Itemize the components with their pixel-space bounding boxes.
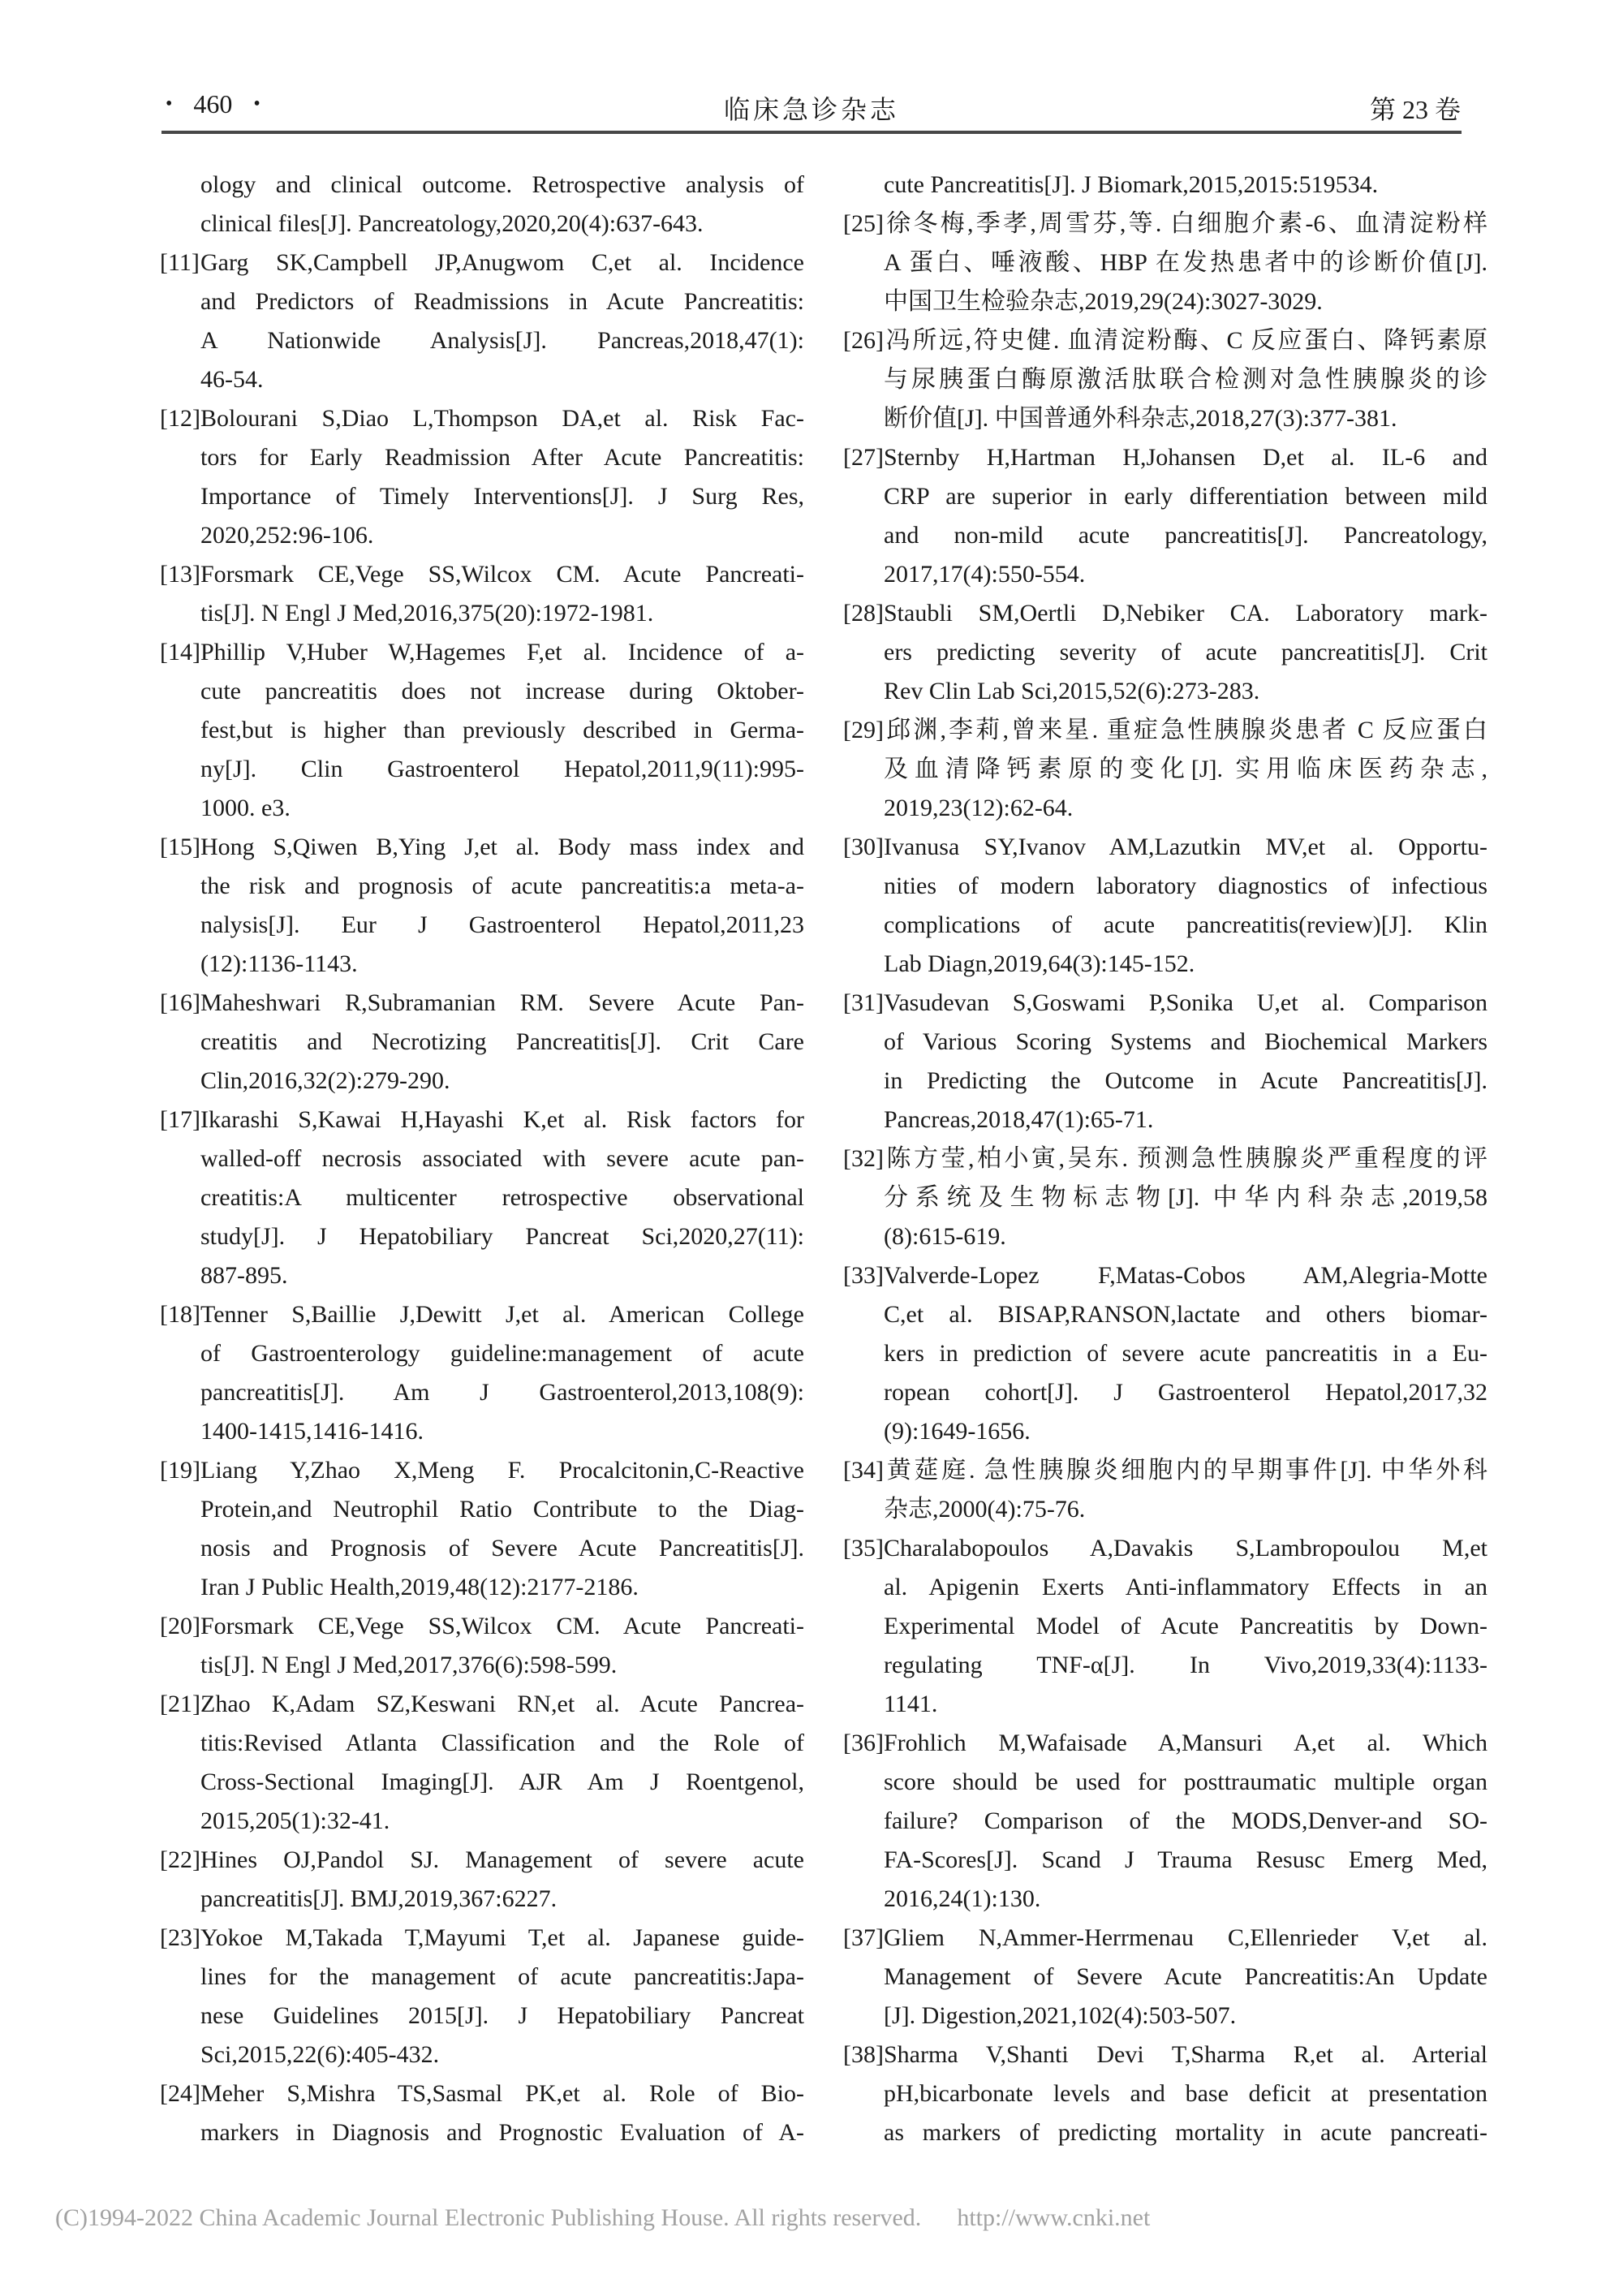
- reference-entry: [843, 1919, 1487, 2035]
- ref-line: [28]Staubli SM,Oertli D,Nebiker CA. Laboratory mark-: [843, 594, 1487, 633]
- ref-line: failure? Comparison of the MODS,Denver-and SO-: [884, 1807, 1487, 1834]
- ref-number: [22]: [160, 1846, 200, 1873]
- ref-line: [14]Phillip V,Huber W,Hagemes F,et al. Incidence of a-: [160, 633, 804, 672]
- ref-line: [J]. Digestion,2021,102(4):503-507.: [884, 2002, 1237, 2029]
- reference-entry: [160, 828, 804, 984]
- ref-number: [23]: [160, 1924, 200, 1951]
- ref-line: [24]Meher S,Mishra TS,Sasmal PK,et al. Role of Bio-: [160, 2074, 804, 2113]
- ref-line: 与尿胰蛋白酶原激活肽联合检测对急性胰腺炎的诊: [884, 366, 1487, 393]
- ref-line: and non-mild acute pancreatitis[J]. Pancreatology,: [884, 522, 1487, 549]
- reference-entry: [843, 438, 1487, 594]
- ref-number: [17]: [160, 1106, 200, 1133]
- ref-number: [21]: [160, 1691, 200, 1717]
- ref-line: 2017,17(4):550-554.: [884, 561, 1086, 588]
- ref-number: [26]: [843, 327, 884, 354]
- ref-line: A Nationwide Analysis[J]. Pancreas,2018,47(1):: [200, 327, 804, 354]
- reference-entry: [843, 1139, 1487, 1256]
- reference-entry: [160, 243, 804, 399]
- ref-number: [38]: [843, 2041, 884, 2068]
- reference-entry: [160, 399, 804, 555]
- ref-line: (9):1649-1656.: [884, 1418, 1031, 1445]
- reference-entry: [160, 166, 804, 243]
- ref-line: the risk and prognosis of acute pancreatitis:a meta-a-: [200, 872, 804, 899]
- ref-line: 887-895.: [200, 1262, 288, 1289]
- ref-line: [22]Hines OJ,Pandol SJ. Management of severe acute: [160, 1841, 804, 1880]
- ref-line: nities of modern laboratory diagnostics of infectious: [884, 872, 1487, 899]
- ref-line: 中国卫生检验杂志,2019,29(24):3027-3029.: [884, 288, 1323, 315]
- ref-line: [17]Ikarashi S,Kawai H,Hayashi K,et al. Risk factors for: [160, 1101, 804, 1139]
- ref-line: of Gastroenterology guideline:management of acute: [200, 1340, 804, 1367]
- ref-line: 1400-1415,1416-1416.: [200, 1418, 424, 1445]
- ref-line: (12):1136-1143.: [200, 950, 358, 977]
- ref-line: cute pancreatitis does not increase during Oktober-: [200, 678, 804, 704]
- ref-number: [18]: [160, 1301, 200, 1328]
- ref-line: 2019,23(12):62-64.: [884, 795, 1074, 821]
- ref-line: Clin,2016,32(2):279-290.: [200, 1067, 450, 1094]
- ref-line: C,et al. BISAP,RANSON,lactate and others biomar-: [884, 1301, 1487, 1328]
- ref-line: [18]Tenner S,Baillie J,Dewitt J,et al. American College: [160, 1295, 804, 1334]
- ref-line: markers in Diagnosis and Prognostic Evaluation of A-: [200, 2119, 804, 2146]
- ref-line: cute Pancreatitis[J]. J Biomark,2015,2015:519534.: [884, 171, 1379, 198]
- ref-line: creatitis and Necrotizing Pancreatitis[J]. Crit Care: [200, 1028, 804, 1055]
- ref-line: complications of acute pancreatitis(review)[J]. Klin: [884, 911, 1487, 938]
- ref-number: [37]: [843, 1924, 884, 1951]
- ref-line: and Predictors of Readmissions in Acute Pancreatitis:: [200, 288, 804, 315]
- volume-label: 第 23 卷: [1369, 95, 1461, 124]
- ref-line: [34]黄莚庭. 急性胰腺炎细胞内的早期事件[J]. 中华外科: [843, 1451, 1487, 1490]
- ref-line: Management of Severe Acute Pancreatitis:An Update: [884, 1963, 1487, 1990]
- ref-line: Rev Clin Lab Sci,2015,52(6):273-283.: [884, 678, 1260, 704]
- reference-entry: [843, 1529, 1487, 1724]
- references-column-left: [160, 166, 804, 2152]
- ref-line: clinical files[J]. Pancreatology,2020,20(4):637-643.: [200, 210, 704, 237]
- reference-entry: [160, 1451, 804, 1607]
- ref-line: [32]陈方莹,柏小寅,吴东. 预测急性胰腺炎严重程度的评: [843, 1139, 1487, 1178]
- ref-line: ology and clinical outcome. Retrospective analysis of: [200, 171, 804, 198]
- ref-number: [12]: [160, 405, 200, 432]
- ref-number: [30]: [843, 834, 884, 860]
- ref-number: [27]: [843, 444, 884, 471]
- ref-line: walled-off necrosis associated with severe acute pan-: [200, 1145, 804, 1172]
- ref-line: 1141.: [884, 1691, 938, 1717]
- ref-line: pH,bicarbonate levels and base deficit at presentation: [884, 2080, 1487, 2107]
- reference-entry: [160, 2074, 804, 2152]
- ref-line: pancreatitis[J]. Am J Gastroenterol,2013,108(9):: [200, 1379, 804, 1406]
- page-number-value: 460: [193, 89, 233, 118]
- ref-number: [15]: [160, 834, 200, 860]
- ref-line: creatitis:A multicenter retrospective observational: [200, 1184, 804, 1211]
- ref-line: Lab Diagn,2019,64(3):145-152.: [884, 950, 1195, 977]
- reference-entry: [160, 1295, 804, 1451]
- ref-line: 2016,24(1):130.: [884, 1885, 1041, 1912]
- ref-line: titis:Revised Atlanta Classification and the Role of: [200, 1730, 804, 1756]
- ref-line: [27]Sternby H,Hartman H,Johansen D,et al. IL-6 and: [843, 438, 1487, 477]
- ref-line: 46-54.: [200, 366, 264, 393]
- bullet-icon: •: [166, 93, 173, 114]
- ref-line: [20]Forsmark CE,Vege SS,Wilcox CM. Acute Pancreati-: [160, 1607, 804, 1646]
- ref-line: [31]Vasudevan S,Goswami P,Sonika U,et al. Comparison: [843, 984, 1487, 1023]
- ref-line: Importance of Timely Interventions[J]. J Surg Res,: [200, 483, 804, 510]
- reference-entry: [160, 1919, 804, 2074]
- reference-entry: [843, 984, 1487, 1139]
- ref-number: [34]: [843, 1457, 884, 1484]
- ref-line: Cross-Sectional Imaging[J]. AJR Am J Roentgenol,: [200, 1768, 804, 1795]
- reference-entry: [160, 555, 804, 633]
- ref-line: tis[J]. N Engl J Med,2016,375(20):1972-1981.: [200, 600, 654, 627]
- reference-entry: [843, 1724, 1487, 1919]
- ref-number: [35]: [843, 1535, 884, 1562]
- ref-line: [12]Bolourani S,Diao L,Thompson DA,et al. Risk Fac-: [160, 399, 804, 438]
- ref-number: [33]: [843, 1262, 884, 1289]
- ref-line: Iran J Public Health,2019,48(12):2177-2186.: [200, 1574, 639, 1600]
- ref-line: [38]Sharma V,Shanti Devi T,Sharma R,et al. Arterial: [843, 2035, 1487, 2074]
- ref-number: [25]: [843, 210, 884, 237]
- ref-line: 杂志,2000(4):75-76.: [884, 1496, 1086, 1523]
- ref-line: Experimental Model of Acute Pancreatitis by Down-: [884, 1613, 1487, 1639]
- ref-line: tors for Early Readmission After Acute Pancreatitis:: [200, 444, 804, 471]
- ref-line: score should be used for posttraumatic multiple organ: [884, 1768, 1487, 1795]
- ref-line: [13]Forsmark CE,Vege SS,Wilcox CM. Acute Pancreati-: [160, 555, 804, 594]
- ref-line: [21]Zhao K,Adam SZ,Keswani RN,et al. Acute Pancrea-: [160, 1685, 804, 1724]
- ref-line: [36]Frohlich M,Wafaisade A,Mansuri A,et al. Which: [843, 1724, 1487, 1763]
- copyright-text: (C)1994-2022 China Academic Journal Electronic Publishing House. All rights reserved.: [55, 2204, 922, 2231]
- ref-line: A 蛋白、唾液酸、HBP 在发热患者中的诊断价值[J].: [884, 249, 1487, 276]
- ref-number: [36]: [843, 1730, 884, 1756]
- ref-line: nese Guidelines 2015[J]. J Hepatobiliary Pancreat: [200, 2002, 804, 2029]
- reference-entry: [843, 166, 1487, 205]
- ref-line: [30]Ivanusa SY,Ivanov AM,Lazutkin MV,et al. Opportu-: [843, 828, 1487, 867]
- reference-entry: [160, 1607, 804, 1685]
- ref-number: [31]: [843, 989, 884, 1016]
- ref-line: of Various Scoring Systems and Biochemical Markers: [884, 1028, 1487, 1055]
- ref-line: 分系统及生物标志物[J]. 中华内科杂志,2019,58: [884, 1184, 1487, 1211]
- ref-line: tis[J]. N Engl J Med,2017,376(6):598-599.: [200, 1652, 618, 1678]
- ref-line: study[J]. J Hepatobiliary Pancreat Sci,2020,27(11):: [200, 1223, 804, 1250]
- ref-line: [25]徐冬梅,季孝,周雪芬,等. 白细胞介素-6、血清淀粉样: [843, 205, 1487, 243]
- ref-line: [35]Charalabopoulos A,Davakis S,Lambropoulou M,et: [843, 1529, 1487, 1568]
- ref-line: Sci,2015,22(6):405-432.: [200, 2041, 440, 2068]
- journal-title: 临床急诊杂志: [723, 95, 899, 124]
- ref-line: [16]Maheshwari R,Subramanian RM. Severe Acute Pan-: [160, 984, 804, 1023]
- ref-line: fest,but is higher than previously described in Germa-: [200, 717, 804, 743]
- ref-line: nosis and Prognosis of Severe Acute Pancreatitis[J].: [200, 1535, 804, 1562]
- ref-number: [14]: [160, 639, 200, 666]
- ref-number: [13]: [160, 561, 200, 588]
- footer-url: http://www.cnki.net: [957, 2204, 1151, 2231]
- ref-line: as markers of predicting mortality in acute pancreati-: [884, 2119, 1487, 2146]
- reference-entry: [160, 984, 804, 1101]
- reference-entry: [843, 2035, 1487, 2152]
- reference-entry: [160, 633, 804, 828]
- reference-entry: [843, 1256, 1487, 1451]
- ref-number: [32]: [843, 1145, 884, 1172]
- ref-line: kers in prediction of severe acute pancreatitis in a Eu-: [884, 1340, 1487, 1367]
- ref-line: [29]邱渊,李莉,曾来星. 重症急性胰腺炎患者 C 反应蛋白: [843, 711, 1487, 750]
- ref-line: ers predicting severity of acute pancreatitis[J]. Crit: [884, 639, 1487, 666]
- header-rule: [161, 131, 1462, 134]
- ref-line: [23]Yokoe M,Takada T,Mayumi T,et al. Japanese guide-: [160, 1919, 804, 1958]
- ref-line: al. Apigenin Exerts Anti-inflammatory Effects in an: [884, 1574, 1487, 1600]
- bullet-icon: •: [253, 93, 260, 114]
- ref-number: [16]: [160, 989, 200, 1016]
- ref-number: [19]: [160, 1457, 200, 1484]
- ref-line: CRP are superior in early differentiation between mild: [884, 483, 1487, 510]
- ref-line: ny[J]. Clin Gastroenterol Hepatol,2011,9(11):995-: [200, 756, 804, 782]
- ref-number: [20]: [160, 1613, 200, 1639]
- ref-number: [28]: [843, 600, 884, 627]
- reference-entry: [843, 1451, 1487, 1529]
- ref-line: nalysis[J]. Eur J Gastroenterol Hepatol,2011,23: [200, 911, 804, 938]
- ref-line: 2015,205(1):32-41.: [200, 1807, 390, 1834]
- ref-line: 及血清降钙素原的变化[J]. 实用临床医药杂志,: [884, 756, 1487, 782]
- reference-entry: [160, 1685, 804, 1841]
- reference-entry: [843, 321, 1487, 438]
- reference-entry: [843, 711, 1487, 828]
- ref-line: [37]Gliem N,Ammer-Herrmenau C,Ellenrieder V,et al.: [843, 1919, 1487, 1958]
- reference-entry: [843, 205, 1487, 321]
- page-footer: [55, 2204, 1150, 2232]
- ref-line: (8):615-619.: [884, 1223, 1006, 1250]
- references-column-right: [843, 166, 1487, 2152]
- ref-line: [33]Valverde-Lopez F,Matas-Cobos AM,Alegria-Motte: [843, 1256, 1487, 1295]
- ref-line: [26]冯所远,符史健. 血清淀粉酶、C 反应蛋白、降钙素原: [843, 321, 1487, 360]
- ref-line: Protein,and Neutrophil Ratio Contribute to the Diag-: [200, 1496, 804, 1523]
- ref-line: 2020,252:96-106.: [200, 522, 374, 549]
- ref-line: in Predicting the Outcome in Acute Pancreatitis[J].: [884, 1067, 1487, 1094]
- reference-entry: [843, 828, 1487, 984]
- ref-line: [11]Garg SK,Campbell JP,Anugwom C,et al. Incidence: [160, 243, 804, 282]
- reference-entry: [160, 1841, 804, 1919]
- reference-entry: [843, 594, 1487, 711]
- page-header: [162, 89, 1461, 125]
- ref-number: [11]: [160, 249, 200, 276]
- ref-line: FA-Scores[J]. Scand J Trauma Resusc Emerg Med,: [884, 1846, 1487, 1873]
- ref-line: 1000. e3.: [200, 795, 291, 821]
- ref-line: lines for the management of acute pancreatitis:Japa-: [200, 1963, 804, 1990]
- ref-line: [15]Hong S,Qiwen B,Ying J,et al. Body mass index and: [160, 828, 804, 867]
- ref-line: 断价值[J]. 中国普通外科杂志,2018,27(3):377-381.: [884, 405, 1397, 432]
- ref-number: [24]: [160, 2080, 200, 2107]
- ref-line: [19]Liang Y,Zhao X,Meng F. Procalcitonin,C-Reactive: [160, 1451, 804, 1490]
- reference-entry: [160, 1101, 804, 1295]
- ref-number: [29]: [843, 717, 884, 743]
- ref-line: ropean cohort[J]. J Gastroenterol Hepatol,2017,32: [884, 1379, 1487, 1406]
- ref-line: pancreatitis[J]. BMJ,2019,367:6227.: [200, 1885, 558, 1912]
- ref-line: regulating TNF-α[J]. In Vivo,2019,33(4):1133-: [884, 1652, 1487, 1678]
- ref-line: Pancreas,2018,47(1):65-71.: [884, 1106, 1154, 1133]
